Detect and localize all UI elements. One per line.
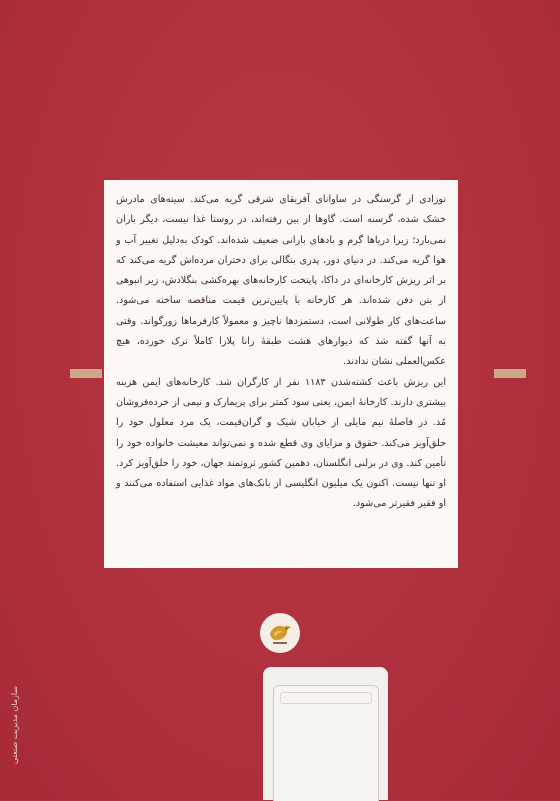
bird-icon [265,618,295,648]
left-flap-mark [70,369,102,378]
blurb-paragraph-2: این ریزش باعث کشته‌شدن ۱۱۸۳ نفر از کارگران شد. کارخانه‌های ایمن هزینه بیشتری دارند. کارخانهٔ ایمن، یعنی سود کمتر برای پریمارک و نیمی از خرده‌فروشان مُد. در فاصلهٔ نیم مایلی از خیابان شیک و گران‌قیمت، یک مرد معلول خود را حلق‌آویز می‌کند. حقوق و مزایای وی قطع شده و نمی‌تواند معیشت خانواده خود را تأمین کند. وی در برلنی انگلستان، دهمین کشور ثروتمند جهان، خود را حلق‌آویز کرد. او تنها نیست. اکنون یک میلیون انگلیسی از بانک‌های مواد غذایی استفاده می‌کنند و او فقیر فقیرتر می‌شود. [116,376,446,510]
barcode-sticker [263,667,388,800]
right-flap-mark [494,369,526,378]
barcode-area [273,685,379,801]
blurb-paragraph-1: نوزادی از گرسنگی در ساوانای آفریقای شرقی گریه می‌کند. سینه‌های مادرش خشک شده، گرسنه است. گاوها از بین رفته‌اند، در روستا غذا نیست، دیگر باران نمی‌بارد؛ زیرا دریاها گرم و بادهای بارانی ضعیف شده‌اند. کودک به‌دلیل تغییر آب و هوا گریه می‌کند. در دنیای دور، پدری بنگالی برای دختران مرده‌اش گریه می‌کند که بر اثر ریزش کارخانه‌ای در داکا، پایتخت کارخانه‌های بهره‌کشی بنگلادش، زیر انبوهی از بتن دفن شده‌اند. هر کارخانه با پایین‌ترین قیمت مناقصه ساخته می‌شود. ساعت‌های کار طولانی است، دستمزدها ناچیز و معمولاً کارفرماها زورگواند. وقتی به آنها گفته شد که دیوارهای هشت طبقهٔ رانا پلازا کاملاً ترک خورده، هیچ عکس‌العملی نشان ندادند. [116,194,446,368]
blurb-panel [104,180,458,568]
publisher-logo [260,613,300,653]
spine-text: سازمان مدیریت صنعتی [10,685,19,764]
barcode-strip [280,692,372,704]
